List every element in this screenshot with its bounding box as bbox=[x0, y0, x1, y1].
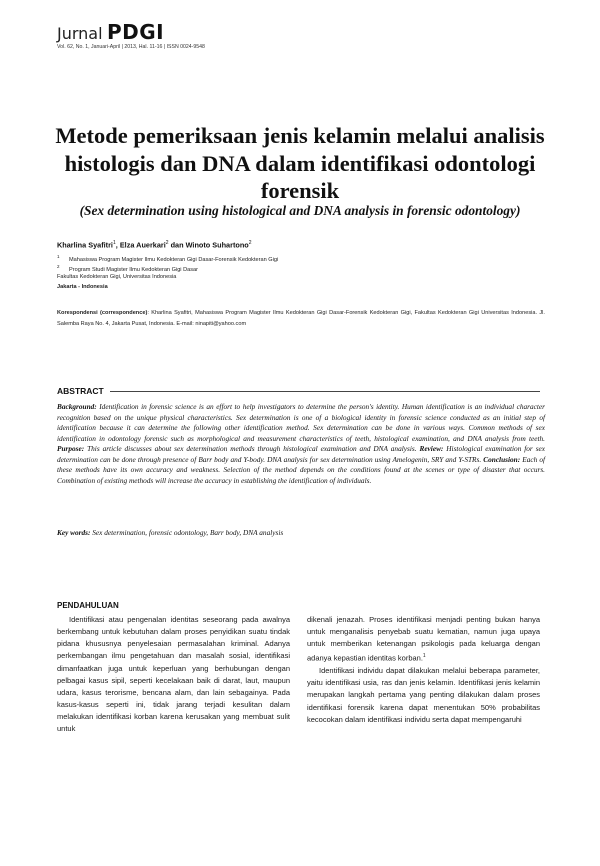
affiliation-number: 2 bbox=[57, 264, 60, 269]
keywords-text: Sex determination, forensic odontology, Barr body, DNA analysis bbox=[90, 528, 284, 537]
author-sup: 2 bbox=[248, 240, 252, 246]
abstract-divider bbox=[110, 391, 540, 392]
background-label: Background: bbox=[57, 402, 97, 411]
citation-sup: 1 bbox=[422, 653, 426, 660]
review-label: Review: bbox=[419, 444, 444, 453]
author-list bbox=[57, 240, 252, 249]
keywords bbox=[57, 528, 545, 537]
affiliation-text: Program Studi Magister Ilmu Kedokteran Gigi Dasar bbox=[69, 266, 199, 273]
author-name: Elza Auerkari bbox=[119, 240, 166, 250]
article-title: Metode pemeriksaan jenis kelamin melalui analisis histologis dan DNA dalam identifikasi odontologi forensik bbox=[55, 123, 545, 203]
affiliation-text: Mahasiswa Program Magister Ilmu Kedokteran Gigi Dasar-Forensik Kedokteran Gigi bbox=[69, 256, 279, 263]
journal-brand: PDGI bbox=[107, 20, 165, 44]
article-subtitle: (Sex determination using histological and DNA analysis in forensic odontology) bbox=[79, 203, 521, 218]
correspondence-text: : Kharlina Syafitri, Mahasiswa Program Magister Ilmu Kedokteran Gigi Dasar-Forensik Kedokteran Gigi, Fakultas Kedokteran Gigi Universitas Indonesia. Jl. Salemba Raya No. 4, Jakarta Pusat, Indonesia. E-mail: ninapiti@yahoo.com bbox=[57, 310, 545, 327]
section-heading: PENDAHULUAN bbox=[57, 601, 119, 610]
keywords-label: Key words: bbox=[57, 528, 91, 537]
affiliation-2 bbox=[57, 264, 198, 273]
affiliation-1 bbox=[57, 254, 278, 263]
review-text: Histological examination for sex determination can be done through presence of Barr body and Y-body. DNA analysis for sex determination using Amelogenin, SRY and Y-STRs. bbox=[57, 444, 546, 464]
continuation-text: dikenali jenazah. Proses identifikasi menjadi penting bukan hanya untuk menganalisis penyebab suatu kematian, namun juga upaya untuk memberikan ketenangan psikologis pada keluarga dengan adanya kepastian identitas korban. bbox=[307, 615, 540, 663]
body-paragraph bbox=[307, 614, 540, 665]
background-text: Identification in forensic science is an effort to help investigators to determine the person's identity. Human identification is an individual character recognition based on the unique physical characteristics. Sex determination is one of a biological identity in forensic science conducted as an initial step of identification because it can determine the following other identification method. Sex determination can be done in various ways. Common methods of sex identification in odontology forensic such as morphological and measurement characteristics of teeth, histological examination, and DNA analysis from teeth. bbox=[57, 402, 545, 443]
correspondence bbox=[57, 308, 545, 330]
author-name: Winoto Suhartono bbox=[185, 240, 249, 250]
author-connector: dan bbox=[168, 240, 186, 250]
abstract-heading: ABSTRACT bbox=[57, 386, 104, 396]
abstract-body bbox=[57, 402, 545, 486]
institution: Fakultas Kedokteran Gigi, Universitas Indonesia bbox=[57, 274, 177, 280]
conclusion-text: Each of these methods have its own accuracy and weakness. Selection of the method depends on the conditions found at the scenes or type of disaster that occurs. Combination of existing methods will increase the accuracy in establishing the identification of individuals. bbox=[57, 454, 545, 485]
body-column-left bbox=[57, 614, 290, 736]
author-sup: 2 bbox=[165, 240, 169, 246]
location: Jakarta - Indonesia bbox=[57, 284, 108, 290]
author-name: Kharlina Syafitri bbox=[57, 240, 113, 250]
body-column-right bbox=[307, 614, 540, 726]
conclusion-label: Conclusion: bbox=[483, 454, 521, 464]
purpose-label: Purpose: bbox=[57, 444, 85, 453]
body-paragraph: Identifikasi atau pengenalan identitas seseorang pada awalnya berkembang untuk kebutuhan dalam proses penyidikan suatu tindak pidana khususnya penyelesaian permasalahan kriminal. Adanya perkembangan ilmu pengetahuan dan masalah sosial, identifikasi dimanfaatkan juga untuk keperluan yang berhubungan dengan pelbagai kasus sipil, seperti kecelakaan baik di darat, laut, maupun udara, kasus terorisme, bencana alam, dan lain sebagainya. Pada kasus-kasus seperti ini, tidak jarang terjadi kesulitan dalam melakukan identifikasi korban karena kerusakan yang membuat sulit untuk bbox=[57, 615, 290, 734]
correspondence-label: Korespondensi (correspondence) bbox=[57, 310, 148, 316]
author-connector: , bbox=[115, 240, 120, 250]
affiliation-number: 1 bbox=[57, 254, 60, 259]
journal-meta: Vol. 62, No. 1, Januari-April | 2013, Hal. 11-16 | ISSN 0024-9548 bbox=[57, 44, 205, 50]
author-sup: 1 bbox=[112, 240, 116, 246]
purpose-text: This article discusses about sex determination methods through histological examination and DNA analysis. bbox=[84, 444, 417, 453]
body-paragraph: Identifikasi individu dapat dilakukan melalui beberapa parameter, yaitu identifikasi usia, ras dan jenis kelamin. Identifikasi jenis kelamin merupakan langkah pertama yang penting dilakukan dalam proses identifikasi forensik karena dapat menentukan 50% probabilitas kecocokan dalam identifikasi individu serta dapat mempengaruhi bbox=[307, 666, 540, 724]
journal-word: Jurnal bbox=[57, 24, 103, 43]
journal-logo bbox=[57, 20, 164, 44]
